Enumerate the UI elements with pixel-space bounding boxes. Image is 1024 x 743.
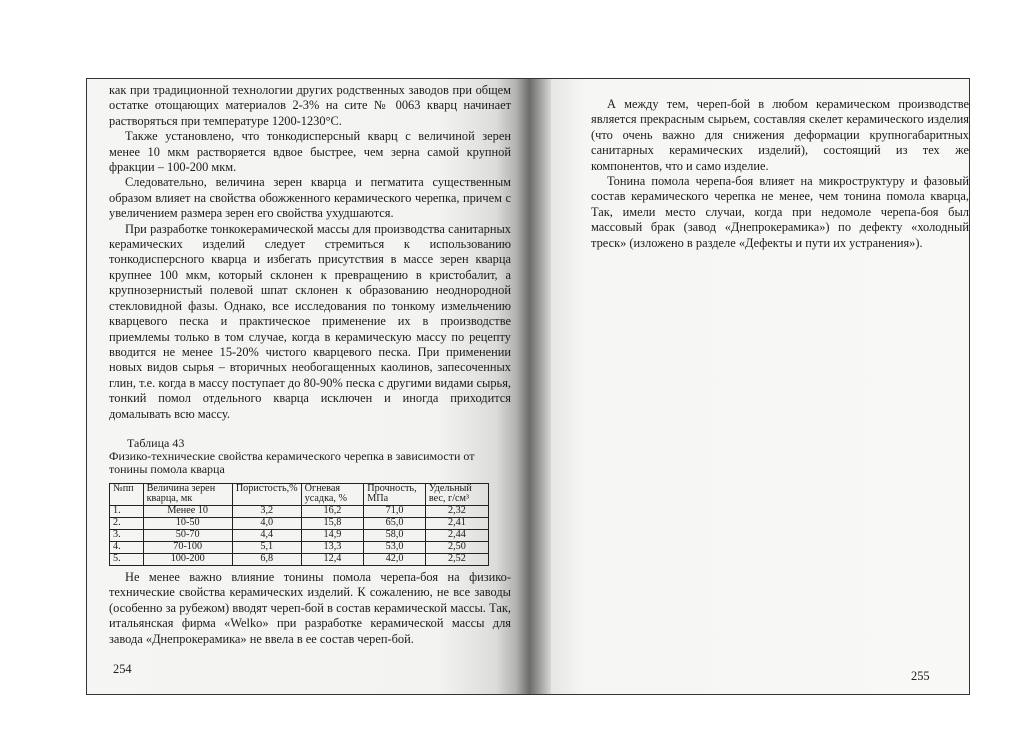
header-strength: Прочность, МПа [364,484,426,506]
table-cell: 13,3 [301,542,364,554]
table-cell: 2. [110,518,144,530]
table-number: Таблица 43 [127,436,185,450]
table-row [110,518,489,530]
table-cell: 2,50 [425,542,488,554]
book-gutter [515,79,551,694]
table-cell: 50-70 [143,530,232,542]
table-cell: 3. [110,530,144,542]
left-page-body [109,83,511,422]
header-shrinkage: Огневая усадка, % [301,484,364,506]
table-cell: 71,0 [364,506,426,518]
header-grain-size: Величина зерен кварца, мк [143,484,232,506]
table-cell: 65,0 [364,518,426,530]
table-row [110,506,489,518]
table-cell: 16,2 [301,506,364,518]
table-cell: 58,0 [364,530,426,542]
right-paragraph-1: А между тем, череп-бой в любом керамическом производстве является прекрасным сырьем, составляя скелет керамического изделия (что очень важно для снижения деформации крупногабаритных санитарных керамических изделий), состоящий из тех же компонентов, что и само изделие. [591,97,969,173]
table-cell: 6,8 [232,554,301,566]
table-cell: 2,32 [425,506,488,518]
left-paragraph-1: как при традиционной технологии других родственных заводов при общем остатке отощающих материалов 2-3% на сите № 0063 кварц начинает растворяться при температуре 1200-1230°С. [109,83,511,128]
table-cell: 5. [110,554,144,566]
left-paragraph-5: Не менее важно влияние тонины помола черепа-боя на физико-технические свойства керамических изделий. К сожалению, не все заводы (особенно за рубежом) вводят череп-бой в состав керамической массы. Так, итальянская фирма «Welko» при разработке керамической массы для завода «Днепрокерамика» не ввела в ее состав череп-бой. [109,570,511,646]
table-cell: 14,9 [301,530,364,542]
table-cell: 2,52 [425,554,488,566]
table-cell: 70-100 [143,542,232,554]
properties-table [109,483,489,566]
table-cell: 4. [110,542,144,554]
header-index: №пп [110,484,144,506]
table-cell: 5,1 [232,542,301,554]
left-paragraph-2: Также установлено, что тонкодисперсный кварц с величиной зерен менее 10 мкм растворяется вдвое быстрее, чем зерна самой крупной фракции – 100-200 мкм. [109,129,511,175]
table-cell: 4,0 [232,518,301,530]
left-page-body-after-table [109,570,511,647]
table-cell: 15,8 [301,518,364,530]
table-cell: 10-50 [143,518,232,530]
table-cell: Менее 10 [143,506,232,518]
table-header-row [110,484,489,506]
table-cell: 42,0 [364,554,426,566]
table-row [110,542,489,554]
table-cell: 3,2 [232,506,301,518]
left-paragraph-3: Следовательно, величина зерен кварца и пегматита существенным образом влияет на свойства обожженного керамического черепка, причем с увеличением размера зерен его свойства ухудшаются. [109,175,511,221]
table-cell: 100-200 [143,554,232,566]
table-cell: 2,44 [425,530,488,542]
table-caption [109,437,511,476]
table-cell: 53,0 [364,542,426,554]
table-cell: 12,4 [301,554,364,566]
header-porosity: Пористость,% [232,484,301,506]
table-row [110,530,489,542]
page-number-left: 254 [113,662,132,676]
page-number-right: 255 [911,669,930,683]
left-paragraph-4: При разработке тонкокерамической массы для производства санитарных керамических изделий следует стремиться к использованию тонкодисперсного кварца и избегать присутствия в массе зерен кварца крупнее 100 мкм, который склонен к превращению в кристобалит, а крупнозернистый полевой шпат склонен к образованию неоднородной стекловидной фазы. Однако, все исследования по тонкому измельчению кварцевого песка и практическое применение их в производстве приемлемы только в том случае, когда в керамическую массу по рецепту вводится не менее 15-20% чистого кварцевого песка. При применении новых видов сырья – вторичных необогащенных каолинов, запесоченных глин, т.е. когда в массу поступает до 80-90% песка с другими видами сырья, тонкий помол отдельного кварца исключен и иногда приходится домалывать всю массу. [109,221,511,421]
table-cell: 1. [110,506,144,518]
right-paragraph-2: Тонина помола черепа-боя влияет на микроструктуру и фазовый состав керамического черепка не менее, чем тонина помола кварца, Так, имели место случаи, когда при недомоле черепа-боя был массовый брак (завод «Днепрокерамика») по дефекту «холодный треск» (изложено в разделе «Дефекты и пути их устранения»). [591,174,969,250]
header-density: Удельный вес, г/см³ [425,484,488,506]
book-spread [86,78,970,695]
left-page [87,79,527,694]
right-page-body [591,97,969,251]
table-cell: 2,41 [425,518,488,530]
table-cell: 4,4 [232,530,301,542]
table-title: Физико-технические свойства керамического черепка в зависимости от тонины помола кварца [109,449,475,476]
right-page [551,79,970,694]
table-row [110,554,489,566]
